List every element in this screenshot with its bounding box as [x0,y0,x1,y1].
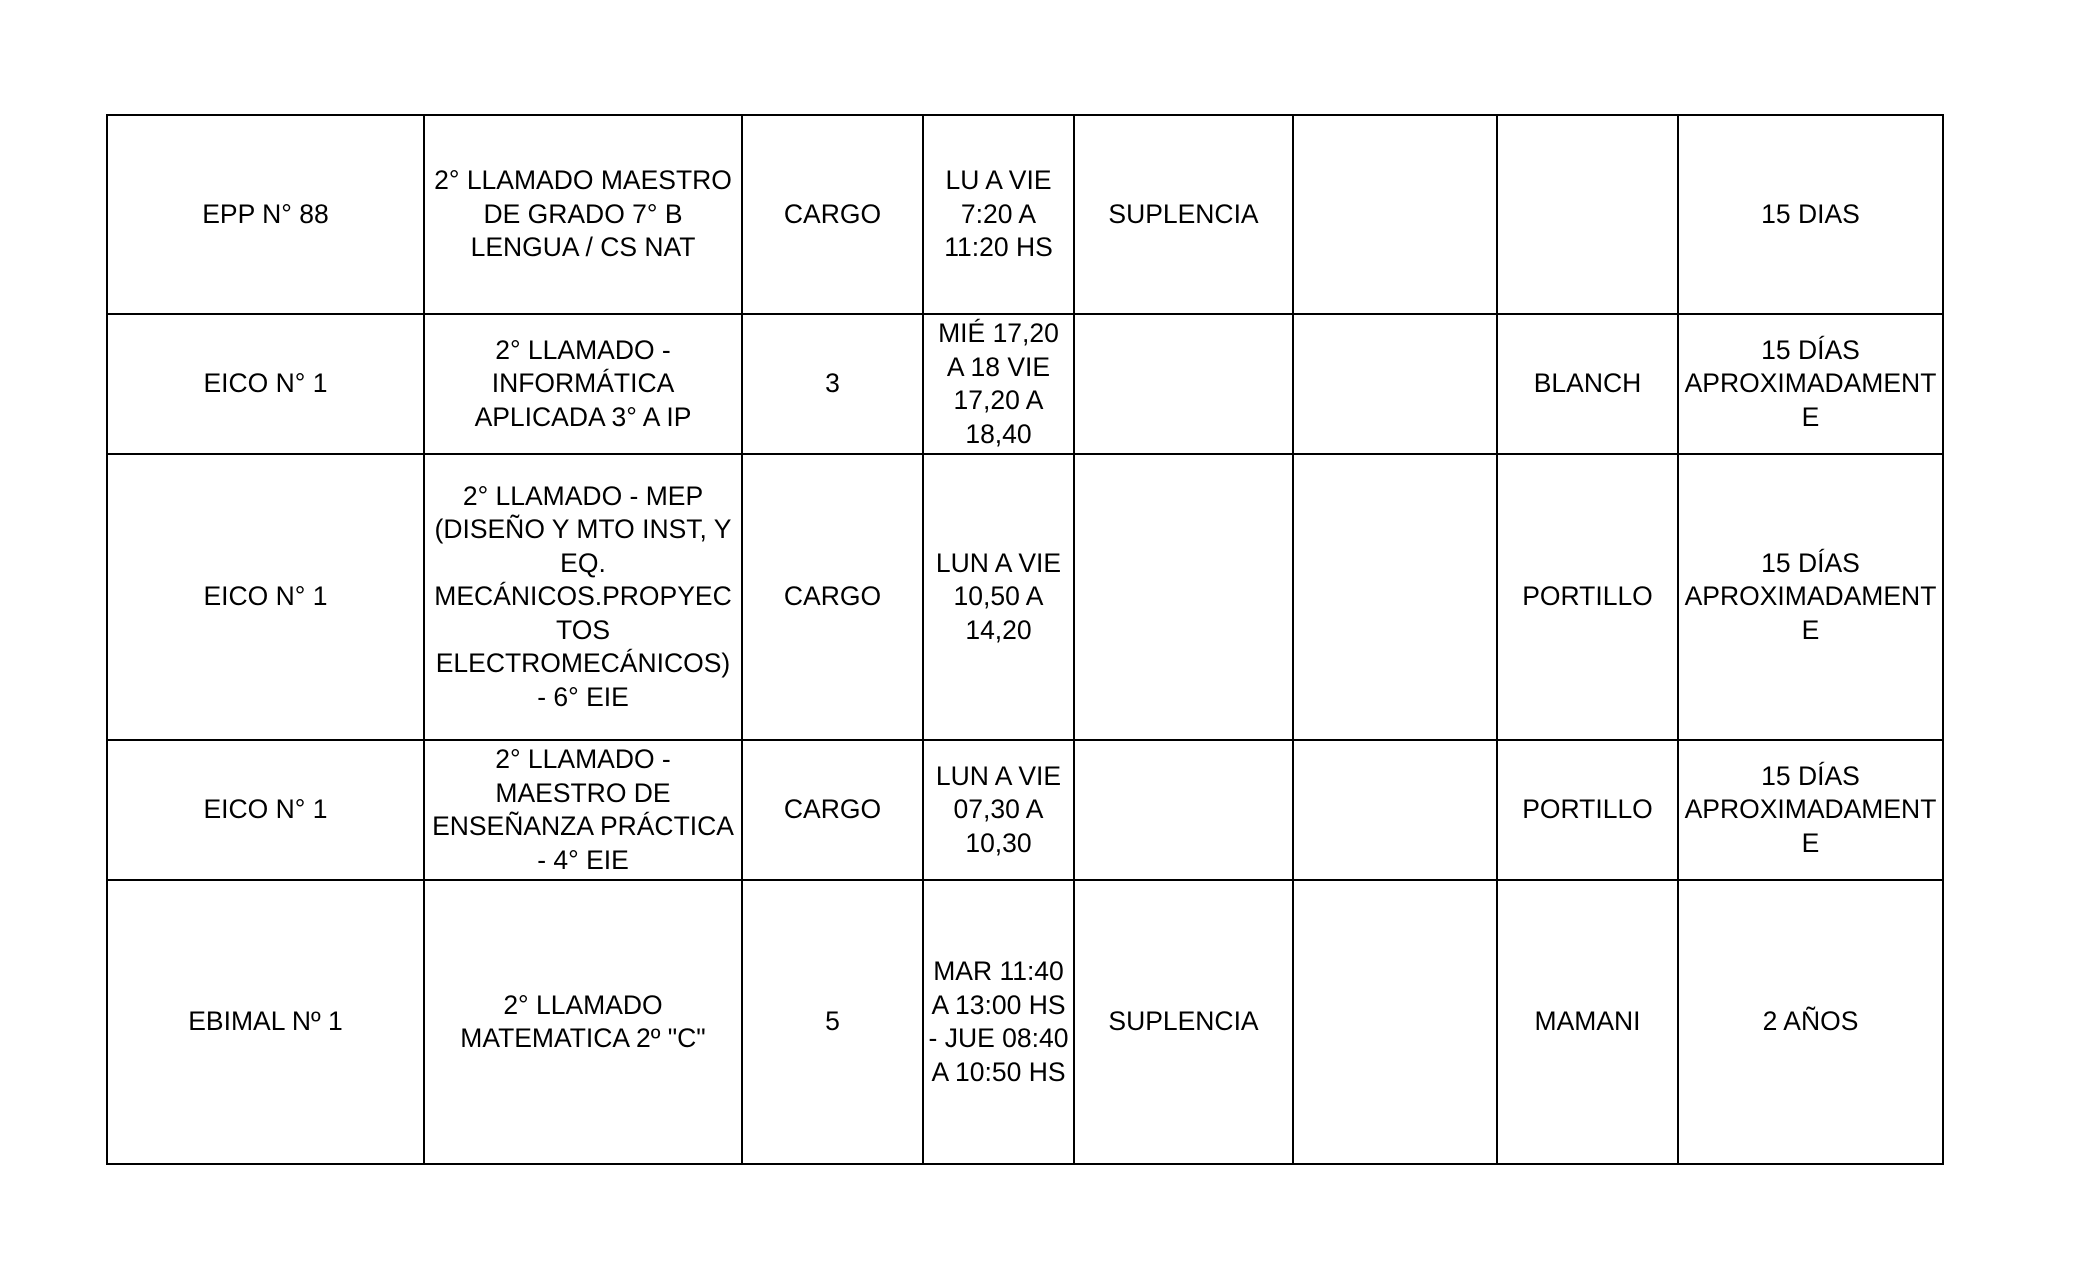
table-row [107,115,1943,314]
position-cell: 2° LLAMADO - INFORMÁTICA APLICADA 3° A IP [424,314,742,454]
position-cell: 2° LLAMADO - MEP (DISEÑO Y MTO INST, Y EQ. MECÁNICOS.PROPYECTOS ELECTROMECÁNICOS) - 6° EIE [424,454,742,740]
school-cell: EBIMAL Nº 1 [107,880,424,1164]
schedule-cell: MAR 11:40 A 13:00 HS - JUE 08:40 A 10:50 HS [923,880,1074,1164]
table-row [107,454,1943,740]
type-cell [1074,314,1293,454]
type-cell: SUPLENCIA [1074,880,1293,1164]
school-cell: EICO N° 1 [107,454,424,740]
hours-cell: CARGO [742,454,923,740]
teacher-cell: MAMANI [1497,880,1678,1164]
position-cell: 2° LLAMADO MAESTRO DE GRADO 7° B LENGUA / CS NAT [424,115,742,314]
empty-cell [1293,880,1497,1164]
hours-cell: CARGO [742,740,923,880]
hours-cell: CARGO [742,115,923,314]
empty-cell [1293,454,1497,740]
position-cell: 2° LLAMADO - MAESTRO DE ENSEÑANZA PRÁCTICA - 4° EIE [424,740,742,880]
type-cell [1074,454,1293,740]
schedule-cell: LUN A VIE 07,30 A 10,30 [923,740,1074,880]
table-row [107,314,1943,454]
schedule-cell: LU A VIE 7:20 A 11:20 HS [923,115,1074,314]
hours-cell: 3 [742,314,923,454]
school-cell: EICO N° 1 [107,314,424,454]
hours-cell: 5 [742,880,923,1164]
duration-cell: 15 DÍAS APROXIMADAMENTE [1678,740,1943,880]
school-cell: EICO N° 1 [107,740,424,880]
position-cell: 2° LLAMADO MATEMATICA 2º "C" [424,880,742,1164]
school-cell: EPP N° 88 [107,115,424,314]
table-row [107,740,1943,880]
schedule-cell: LUN A VIE 10,50 A 14,20 [923,454,1074,740]
type-cell: SUPLENCIA [1074,115,1293,314]
table-row [107,880,1943,1164]
empty-cell [1293,314,1497,454]
teacher-cell [1497,115,1678,314]
duration-cell: 15 DÍAS APROXIMADAMENTE [1678,454,1943,740]
type-cell [1074,740,1293,880]
duration-cell: 15 DÍAS APROXIMADAMENTE [1678,314,1943,454]
duration-cell: 15 DIAS [1678,115,1943,314]
teacher-cell: PORTILLO [1497,740,1678,880]
empty-cell [1293,740,1497,880]
duration-cell: 2 AÑOS [1678,880,1943,1164]
teacher-cell: PORTILLO [1497,454,1678,740]
empty-cell [1293,115,1497,314]
vacancy-table [106,114,1944,1165]
teacher-cell: BLANCH [1497,314,1678,454]
schedule-cell: MIÉ 17,20 A 18 VIE 17,20 A 18,40 [923,314,1074,454]
